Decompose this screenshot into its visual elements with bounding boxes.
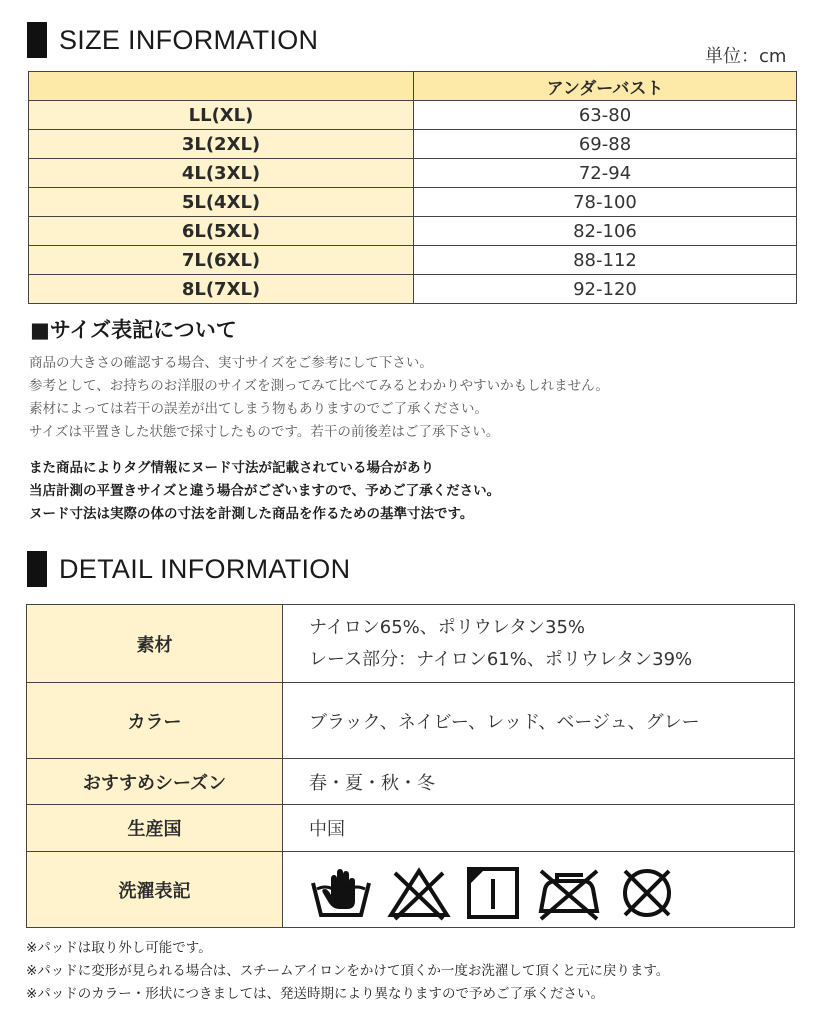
header-underbust: アンダーバスト xyxy=(414,72,797,101)
no-bleach-icon xyxy=(387,865,451,921)
size-label: 4L(3XL) xyxy=(29,159,414,188)
material-label: 素材 xyxy=(27,605,283,683)
footnote-line: ※パッドに変形が見られる場合は、スチームアイロンをかけて頂くか一度お洗濯して頂くと元に戻ります。 xyxy=(26,963,670,979)
note-line: サイズは平置きした状態で採寸したものです。若干の前後差はご了承下さい。 xyxy=(29,424,500,440)
season-label: おすすめシーズン xyxy=(27,759,283,805)
table-row-color xyxy=(27,683,795,759)
material-line: ナイロン65%、ポリウレタン35% xyxy=(309,616,586,638)
hand-wash-icon xyxy=(309,865,373,921)
footnote-line: ※パッドは取り外し可能です。 xyxy=(26,940,212,956)
size-table xyxy=(28,71,797,304)
table-row xyxy=(29,159,797,188)
size-value: 63-80 xyxy=(414,101,797,130)
size-value: 82-106 xyxy=(414,217,797,246)
note-bold-line: また商品によりタグ情報にヌード寸法が記載されている場合があり xyxy=(29,460,434,476)
table-row xyxy=(29,275,797,304)
size-label: 3L(2XL) xyxy=(29,130,414,159)
origin-value: 中国 xyxy=(283,805,795,852)
note-line: 商品の大きさの確認する場合、実寸サイズをご参考にして下さい。 xyxy=(29,355,433,371)
care-label: 洗濯表記 xyxy=(27,852,283,928)
size-value: 69-88 xyxy=(414,130,797,159)
footnote-line: ※パッドのカラー・形状につきましては、発送時期により異なりますので予めご了承ください。 xyxy=(26,986,605,1002)
size-value: 92-120 xyxy=(414,275,797,304)
size-note-heading: ■サイズ表記について xyxy=(30,318,237,342)
color-label: カラー xyxy=(27,683,283,759)
color-value: ブラック、ネイビー、レッド、ベージュ、グレー xyxy=(283,683,795,759)
table-row xyxy=(29,130,797,159)
size-table-header xyxy=(29,72,797,101)
size-label: 5L(4XL) xyxy=(29,188,414,217)
size-label: 8L(7XL) xyxy=(29,275,414,304)
size-label: 7L(6XL) xyxy=(29,246,414,275)
detail-title-text: DETAIL INFORMATION xyxy=(59,553,351,584)
no-iron-icon xyxy=(535,865,603,921)
size-value: 72-94 xyxy=(414,159,797,188)
title-bar xyxy=(27,22,47,58)
origin-label: 生産国 xyxy=(27,805,283,852)
size-label: 6L(5XL) xyxy=(29,217,414,246)
table-row xyxy=(29,217,797,246)
size-section-title xyxy=(27,22,318,58)
season-value: 春・夏・秋・冬 xyxy=(283,759,795,805)
line-dry-shade-icon xyxy=(465,865,521,921)
note-line: 参考として、お持ちのお洋服のサイズを測ってみて比べてみるとわかりやすいかもしれません。 xyxy=(29,378,609,394)
size-note-bold-text xyxy=(29,457,500,526)
table-row-care xyxy=(27,852,795,928)
note-bold-line: ヌード寸法は実際の体の寸法を計測した商品を作るための基準寸法です。 xyxy=(29,506,474,522)
footnotes xyxy=(26,937,669,1006)
material-line: レース部分：ナイロン61%、ポリウレタン39% xyxy=(309,648,693,670)
size-note-text xyxy=(29,352,609,444)
note-line: 素材によっては若干の誤差が出てしまう物もありますのでご了承ください。 xyxy=(29,401,488,417)
size-title-text: SIZE INFORMATION xyxy=(59,24,319,55)
size-value: 78-100 xyxy=(414,188,797,217)
table-row-season xyxy=(27,759,795,805)
detail-table xyxy=(26,604,795,928)
size-label: LL(XL) xyxy=(29,101,414,130)
title-bar xyxy=(27,551,47,587)
table-row xyxy=(29,101,797,130)
table-row-origin xyxy=(27,805,795,852)
size-value: 88-112 xyxy=(414,246,797,275)
unit-label: 単位：cm xyxy=(705,46,787,67)
material-value xyxy=(283,605,795,683)
header-blank-cell xyxy=(29,72,414,101)
no-dry-clean-icon xyxy=(617,865,677,921)
table-row xyxy=(29,188,797,217)
care-symbols xyxy=(283,852,795,928)
table-row-material xyxy=(27,605,795,683)
detail-section-title xyxy=(27,551,350,587)
table-row xyxy=(29,246,797,275)
note-bold-line: 当店計測の平置きサイズと違う場合がございますので、予めご了承ください。 xyxy=(29,483,501,499)
